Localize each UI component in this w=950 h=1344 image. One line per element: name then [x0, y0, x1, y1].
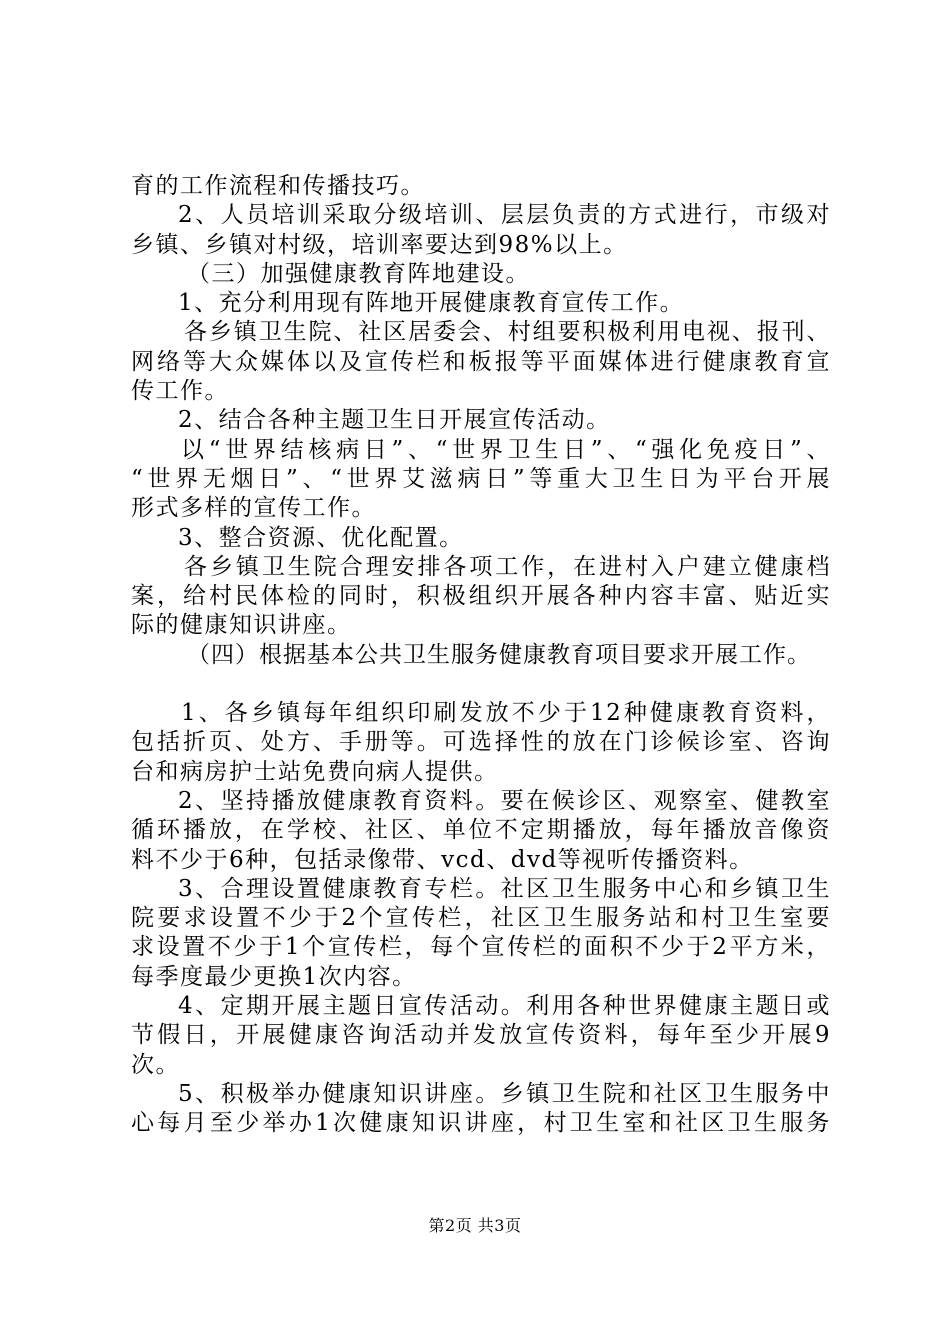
paragraph-line: 包括折页、处方、手册等。可选择性的放在门诊候诊室、咨询: [131, 729, 831, 756]
paragraph-line: 2、人员培训采取分级培训、层层负责的方式进行，市级对: [178, 202, 831, 229]
paragraph-line: 际的健康知识讲座。: [131, 612, 352, 639]
paragraph-line: 循环播放，在学校、社区、单位不定期播放，每年播放音像资: [131, 817, 831, 844]
paragraph-line: 以“世界结核病日”、“世界卫生日”、“强化免疫日”、: [181, 436, 831, 463]
paragraph-line: 次。: [131, 1051, 180, 1078]
paragraph-line: 5、积极举办健康知识讲座。乡镇卫生院和社区卫生服务中: [178, 1080, 831, 1107]
document-body: [131, 172, 831, 1139]
paragraph-line: 每季度最少更换1次内容。: [131, 963, 417, 990]
paragraph-line: 育的工作流程和传播技巧。: [131, 173, 425, 199]
paragraph-line: 3、整合资源、优化配置。: [178, 524, 464, 551]
paragraph-line: 4、定期开展主题日宣传活动。利用各种世界健康主题日或: [178, 993, 831, 1020]
paragraph-line: “世界无烟日”、“世界艾滋病日”等重大卫生日为平台开展: [131, 465, 831, 492]
paragraph-line: 案，给村民体检的同时，积极组织开展各种内容丰富、贴近实: [131, 583, 831, 610]
paragraph-line: 1、充分利用现有阵地开展健康教育宣传工作。: [178, 290, 685, 317]
page-number-footer: 第2页 共3页: [428, 1216, 522, 1235]
section-heading: （三）加强健康教育阵地建设。: [187, 260, 530, 287]
paragraph-line: 料不少于6种，包括录像带、vcd、dvd等视听传播资料。: [131, 846, 754, 873]
paragraph-line: 3、合理设置健康教育专栏。社区卫生服务中心和乡镇卫生: [178, 875, 831, 902]
paragraph-line: 心每月至少举办1次健康知识讲座，村卫生室和社区卫生服务: [131, 1110, 831, 1137]
section-heading: （四）根据基本公共卫生服务健康教育项目要求开展工作。: [187, 641, 811, 668]
paragraph-line: 2、结合各种主题卫生日开展宣传活动。: [178, 407, 611, 434]
blank-line: [131, 670, 831, 699]
paragraph-line: 乡镇、乡镇对村级，培训率要达到98%以上。: [131, 231, 628, 258]
paragraph-line: 节假日，开展健康咨询活动并发放宣传资料，每年至少开展9: [131, 1022, 831, 1049]
paragraph-line: 1、各乡镇每年组织印刷发放不少于12种健康教育资料，: [181, 700, 831, 727]
paragraph-line: 各乡镇卫生院合理安排各项工作，在进村入户建立健康档: [184, 553, 831, 580]
paragraph-line: 院要求设置不少于2个宣传栏，社区卫生服务站和村卫生室要: [131, 905, 831, 932]
paragraph-line: 求设置不少于1个宣传栏，每个宣传栏的面积不少于2平方米，: [131, 934, 831, 961]
paragraph-line: 各乡镇卫生院、社区居委会、村组要积极利用电视、报刊、: [184, 319, 831, 346]
paragraph-line: 形式多样的宣传工作。: [131, 495, 376, 522]
paragraph-line: 网络等大众媒体以及宣传栏和板报等平面媒体进行健康教育宣: [131, 348, 831, 375]
paragraph-line: 2、坚持播放健康教育资料。要在候诊区、观察室、健教室: [178, 787, 831, 814]
paragraph-line: 台和病房护士站免费向病人提供。: [131, 758, 499, 785]
paragraph-line: 传工作。: [131, 378, 229, 405]
